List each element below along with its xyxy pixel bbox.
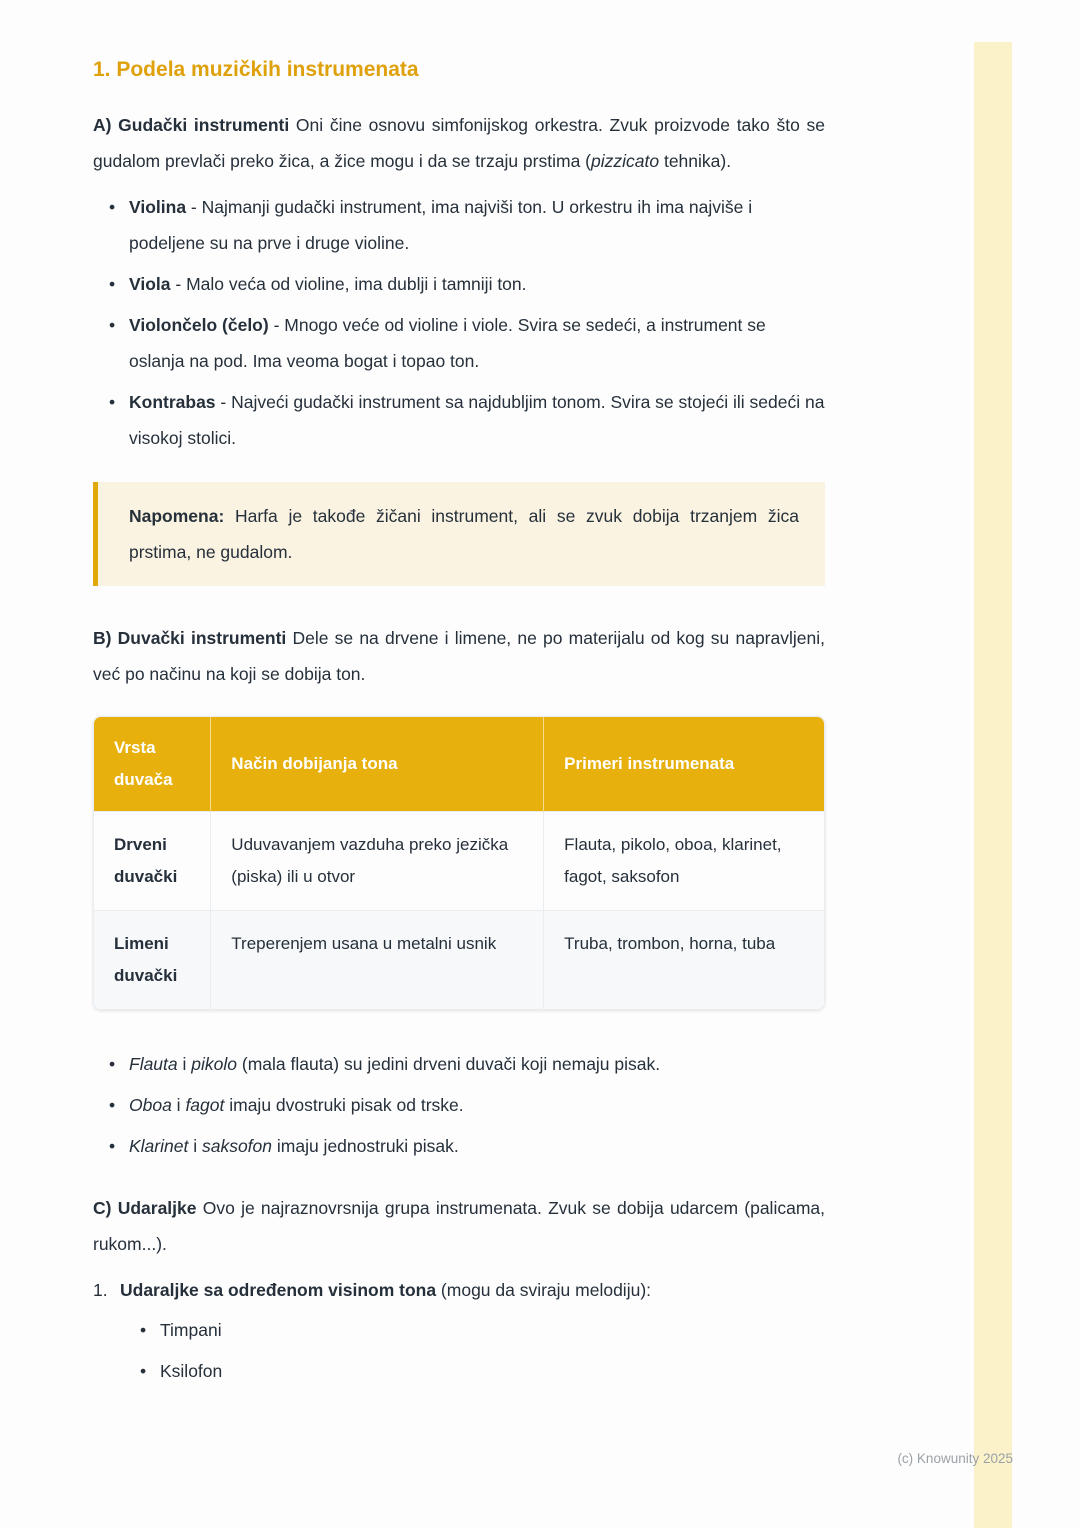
- pitched-percussion-text: (mogu da sviraju melodiju):: [436, 1280, 652, 1300]
- instrument-desc: - Malo veća od violine, ima dublji i tamniji ton.: [170, 274, 527, 294]
- instrument-italic: Flauta: [129, 1054, 178, 1074]
- note-rest-text: imaju dvostruki pisak od trske.: [224, 1095, 464, 1115]
- instrument-italic: fagot: [185, 1095, 225, 1115]
- table-cell: Drveni duvački: [94, 812, 211, 911]
- list-item: [138, 1353, 651, 1389]
- winds-table: [93, 716, 825, 1010]
- table-cell: Treperenjem usana u metalni usnik: [211, 911, 544, 1010]
- percussion-section-heading: C) Udaraljke: [93, 1198, 197, 1218]
- instrument-italic: pikolo: [191, 1054, 237, 1074]
- table-cell: Limeni duvački: [94, 911, 211, 1010]
- instrument-desc: - Mnogo veće od violine i viole. Svira se sedeći, a instrument se oslanja na pod. Ima veoma bogat i topao ton.: [129, 315, 766, 371]
- table-cell: Flauta, pikolo, oboa, klarinet, fagot, saksofon: [544, 812, 824, 911]
- pitched-percussion-heading: Udaraljke sa određenom visinom tona: [120, 1280, 437, 1300]
- table-cell: Truba, trombon, horna, tuba: [544, 911, 824, 1010]
- table-header-cell: Način dobijanja tona: [211, 717, 544, 812]
- winds-intro-paragraph: [93, 620, 825, 692]
- percussion-intro-text: Ovo je najraznovrsnija grupa instrumenata. Zvuk se dobija udarcem (palicama, rukom...).: [93, 1198, 825, 1254]
- table-row: [94, 911, 824, 1010]
- string-instruments-list: [107, 189, 825, 456]
- note-text: [129, 498, 799, 570]
- table-header-cell: Vrsta duvača: [94, 717, 211, 812]
- numbered-item-lead: [120, 1272, 651, 1308]
- table-header-row: [94, 717, 824, 812]
- table-header-cell: Primeri instrumenata: [544, 717, 824, 812]
- list-item: [107, 1046, 825, 1082]
- strings-section-heading: A) Gudački instrumenti: [93, 115, 290, 135]
- instrument-desc: - Najmanji gudački instrument, ima najviši ton. U orkestru ih ima najviše i podeljene su na prve i druge violine.: [129, 197, 753, 253]
- list-item: [107, 266, 825, 302]
- note-rest-text: (mala flauta) su jedini drveni duvači koji nemaju pisak.: [237, 1054, 661, 1074]
- winds-table-grid: [94, 717, 824, 1009]
- list-item: [107, 384, 825, 456]
- instrument-name: Viola: [129, 274, 171, 294]
- list-item: [107, 307, 825, 379]
- strings-intro-text-end: tehnika).: [659, 151, 732, 171]
- note-box: [93, 482, 825, 586]
- strings-intro-text: Oni čine osnovu simfonijskog orkestra. Zvuk proizvode tako što se gudalom prevlači preko žica, a žice mogu i da se trzaju prstima (: [93, 115, 825, 171]
- winds-section-heading: B) Duvački instrumenti: [93, 628, 287, 648]
- percussion-instrument: Timpani: [160, 1320, 222, 1340]
- instrument-desc: - Najveći gudački instrument sa najdubljim tonom. Svira se stojeći ili sedeći na visokoj stolici.: [129, 392, 825, 448]
- pizzicato-italic: pizzicato: [591, 151, 660, 171]
- percussion-numbered-list: [93, 1272, 825, 1394]
- instrument-italic: Oboa: [129, 1095, 172, 1115]
- instrument-name: Kontrabas: [129, 392, 216, 412]
- document-content: [93, 56, 825, 1394]
- list-item: [138, 1312, 651, 1348]
- pitched-percussion-list: [138, 1312, 651, 1389]
- page-edge-strip: [974, 42, 1012, 1528]
- instrument-italic: saksofon: [201, 1136, 273, 1156]
- note-mid-text: i: [188, 1136, 202, 1156]
- instrument-name: Violina: [129, 197, 187, 217]
- numbered-item-body: [120, 1272, 651, 1394]
- note-mid-text: i: [177, 1054, 192, 1074]
- list-item: [107, 1128, 825, 1164]
- instrument-italic: Klarinet: [129, 1136, 189, 1156]
- list-item: [107, 189, 825, 261]
- footer-credit: (c) Knowunity 2025: [897, 1451, 1013, 1466]
- note-mid-text: i: [171, 1095, 186, 1115]
- numbered-item: [93, 1272, 825, 1394]
- page-title: 1. Podela muzičkih instrumenata: [93, 58, 419, 81]
- strings-intro-paragraph: [93, 107, 825, 179]
- table-cell: Uduvavanjem vazduha preko jezička (piska) ili u otvor: [211, 812, 544, 911]
- percussion-intro-paragraph: [93, 1190, 825, 1262]
- list-item: [107, 1087, 825, 1123]
- item-number: 1.: [93, 1280, 108, 1300]
- note-body: Harfa je takođe žičani instrument, ali se zvuk dobija trzanjem žica prstima, ne gudalom.: [129, 506, 799, 562]
- table-row: [94, 812, 824, 911]
- instrument-name: Violončelo (čelo): [129, 315, 269, 335]
- note-rest-text: imaju jednostruki pisak.: [272, 1136, 459, 1156]
- wind-notes-list: [107, 1046, 825, 1164]
- winds-intro-text: Dele se na drvene i limene, ne po materijalu od kog su napravljeni, već po načinu na koji se dobija ton.: [93, 628, 825, 684]
- note-label: Napomena:: [129, 506, 225, 526]
- percussion-instrument: Ksilofon: [160, 1361, 223, 1381]
